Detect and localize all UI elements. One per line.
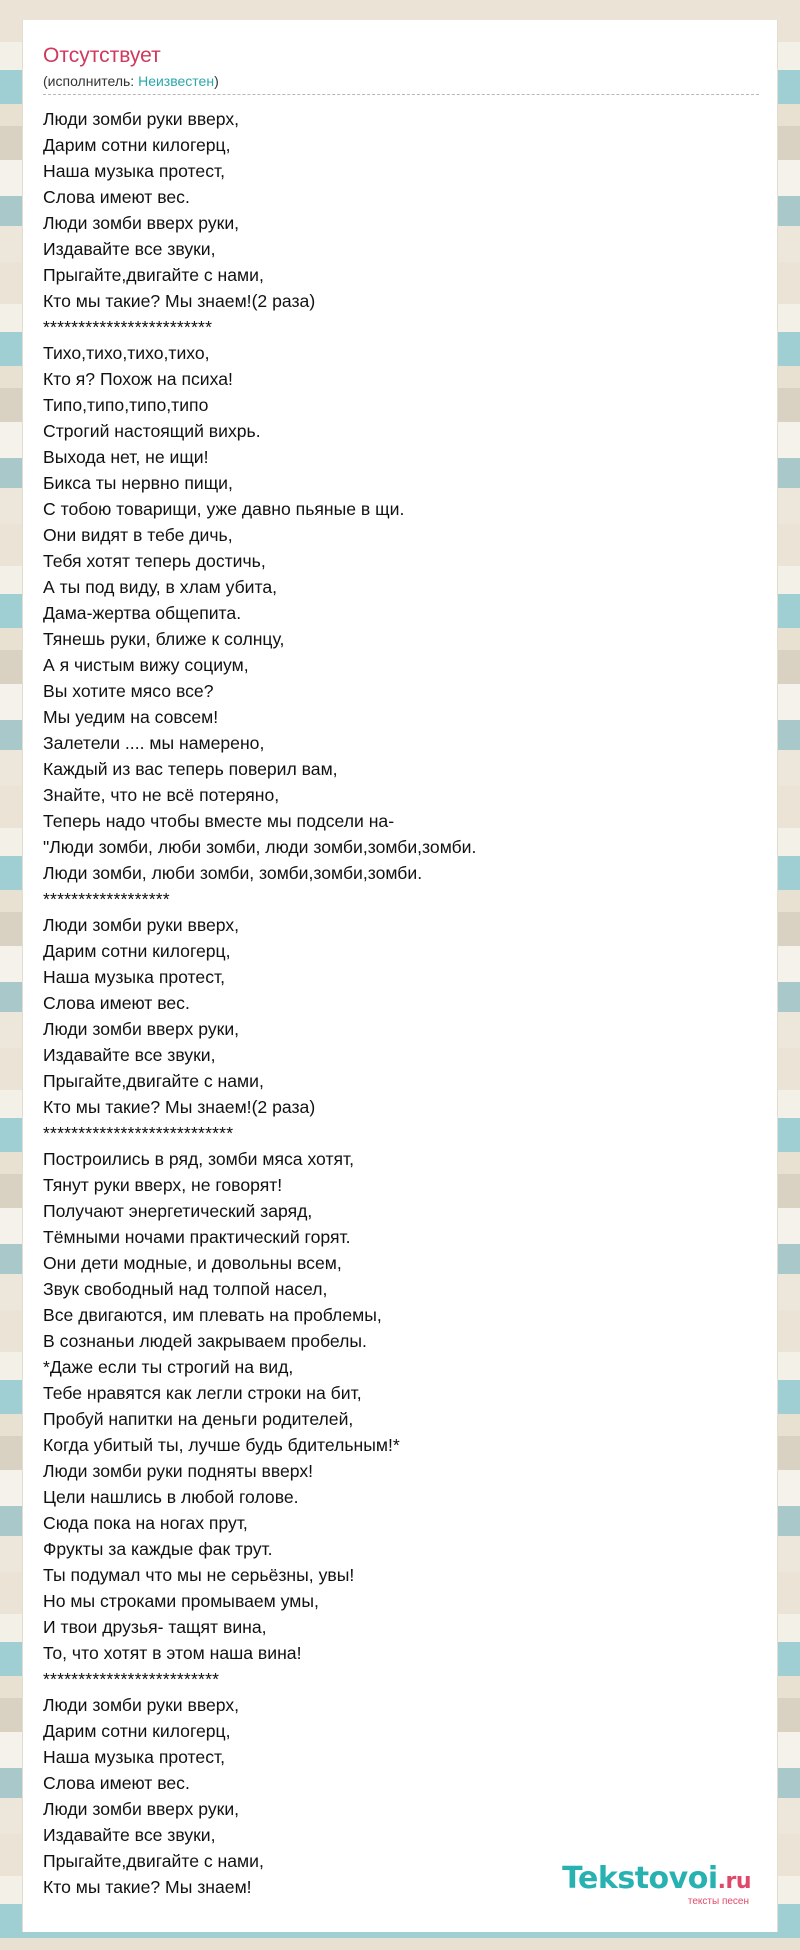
logo-tld: .ru <box>717 1869 751 1894</box>
lyric-line: Фрукты за каждые фак трут. <box>43 1539 273 1559</box>
lyric-line: Прыгайте,двигайте с нами, <box>43 1071 264 1091</box>
lyric-line: Строгий настоящий вихрь. <box>43 421 261 441</box>
site-logo[interactable] <box>562 1863 751 1908</box>
lyric-line: Прыгайте,двигайте с нами, <box>43 1851 264 1871</box>
lyric-line: Получают энергетический заряд, <box>43 1201 313 1221</box>
lyric-line: Мы уедим на совсем! <box>43 707 219 727</box>
lyric-line: Издавайте все звуки, <box>43 1825 216 1845</box>
lyric-line: Люди зомби вверх руки, <box>43 1799 240 1819</box>
lyric-separator: ************************* <box>43 1669 220 1689</box>
lyric-line: "Люди зомби, люби зомби, люди зомби,зомби,зомби. <box>43 837 477 857</box>
lyric-line: Тебе нравятся как легли строки на бит, <box>43 1383 362 1403</box>
lyric-line: Кто мы такие? Мы знаем!(2 раза) <box>43 1097 316 1117</box>
lyric-line: Кто я? Похож на психа! <box>43 369 233 389</box>
lyric-line: Каждый из вас теперь поверил вам, <box>43 759 338 779</box>
lyric-line: Вы хотите мясо все? <box>43 681 214 701</box>
lyric-line: Знайте, что не всё потеряно, <box>43 785 280 805</box>
lyric-line: Слова имеют вес. <box>43 993 190 1013</box>
lyric-line: Люди зомби руки вверх, <box>43 915 240 935</box>
lyric-line: Издавайте все звуки, <box>43 1045 216 1065</box>
lyric-line: Тёмными ночами практический горят. <box>43 1227 351 1247</box>
lyric-line: Наша музыка протест, <box>43 1747 225 1767</box>
lyric-line: Прыгайте,двигайте с нами, <box>43 265 264 285</box>
lyric-line: И твои друзья- тащят вина, <box>43 1617 267 1637</box>
artist-byline <box>43 72 759 90</box>
byline-prefix: (исполнитель: <box>43 73 139 89</box>
lyric-separator: ************************ <box>43 317 213 337</box>
song-title: Отсутствует <box>43 44 161 67</box>
lyric-line: Кто мы такие? Мы знаем!(2 раза) <box>43 291 316 311</box>
lyric-line: Построились в ряд, зомби мяса хотят, <box>43 1149 355 1169</box>
lyric-line: Они видят в тебе дичь, <box>43 525 233 545</box>
lyric-line: Люди зомби руки вверх, <box>43 1695 240 1715</box>
lyric-line: *Даже если ты строгий на вид, <box>43 1357 294 1377</box>
lyric-line: Люди зомби руки подняты вверх! <box>43 1461 314 1481</box>
lyric-line: Дама-жертва общепита. <box>43 603 242 623</box>
lyric-line: А ты под виду, в хлам убита, <box>43 577 278 597</box>
lyric-line: Люди зомби вверх руки, <box>43 1019 240 1039</box>
byline-suffix: ) <box>214 73 219 89</box>
lyric-separator: ****************** <box>43 889 170 909</box>
lyric-line: То, что хотят в этом наша вина! <box>43 1643 302 1663</box>
lyric-line: Люди зомби вверх руки, <box>43 213 240 233</box>
lyric-line: Выхода нет, не ищи! <box>43 447 209 467</box>
lyric-line: Дарим сотни килогерц, <box>43 941 231 961</box>
lyric-line: Но мы строками промываем умы, <box>43 1591 319 1611</box>
lyric-line: Бикса ты нервно пищи, <box>43 473 233 493</box>
logo-brand: Tekstovoi <box>562 1861 718 1896</box>
lyric-line: Типо,типо,типо,типо <box>43 395 209 415</box>
lyric-line: Сюда пока на ногах прут, <box>43 1513 248 1533</box>
lyric-line: Тихо,тихо,тихо,тихо, <box>43 343 210 363</box>
logo-wordmark <box>562 1863 751 1898</box>
lyric-line: Тянешь руки, ближе к солнцу, <box>43 629 285 649</box>
lyric-line: Залетели .... мы намерено, <box>43 733 265 753</box>
lyric-line: Ты подумал что мы не серьёзны, увы! <box>43 1565 355 1585</box>
lyric-line: Цели нашлись в любой голове. <box>43 1487 299 1507</box>
lyric-line: Все двигаются, им плевать на проблемы, <box>43 1305 382 1325</box>
lyric-line: Звук свободный над толпой насел, <box>43 1279 328 1299</box>
lyric-line: С тобою товарищи, уже давно пьяные в щи. <box>43 499 405 519</box>
lyric-line: Теперь надо чтобы вместе мы подсели на- <box>43 811 395 831</box>
logo-tagline: тексты песен <box>687 1896 749 1907</box>
lyric-line: А я чистым вижу социум, <box>43 655 249 675</box>
lyric-line: Тянут руки вверх, не говорят! <box>43 1175 283 1195</box>
artist-link[interactable]: Неизвестен <box>138 73 215 89</box>
lyric-line: Дарим сотни килогерц, <box>43 1721 231 1741</box>
lyric-line: Слова имеют вес. <box>43 1773 190 1793</box>
lyric-line: В сознаньи людей закрываем пробелы. <box>43 1331 367 1351</box>
lyric-line: Тебя хотят теперь достичь, <box>43 551 266 571</box>
lyrics-page <box>22 20 778 1932</box>
lyric-line: Кто мы такие? Мы знаем! <box>43 1877 252 1897</box>
lyric-line: Они дети модные, и довольны всем, <box>43 1253 342 1273</box>
lyric-line: Пробуй напитки на деньги родителей, <box>43 1409 354 1429</box>
lyric-line: Наша музыка протест, <box>43 967 225 987</box>
lyric-line: Наша музыка протест, <box>43 161 225 181</box>
lyric-separator: *************************** <box>43 1123 234 1143</box>
lyric-line: Дарим сотни килогерц, <box>43 135 231 155</box>
lyric-line: Люди зомби руки вверх, <box>43 109 240 129</box>
song-header <box>43 42 759 95</box>
lyric-line: Слова имеют вес. <box>43 187 190 207</box>
lyric-line: Издавайте все звуки, <box>43 239 216 259</box>
lyrics-text <box>43 106 759 1900</box>
lyric-line: Люди зомби, люби зомби, зомби,зомби,зомби. <box>43 863 423 883</box>
lyric-line: Когда убитый ты, лучше будь бдительным!* <box>43 1435 400 1455</box>
header-divider <box>43 94 759 95</box>
